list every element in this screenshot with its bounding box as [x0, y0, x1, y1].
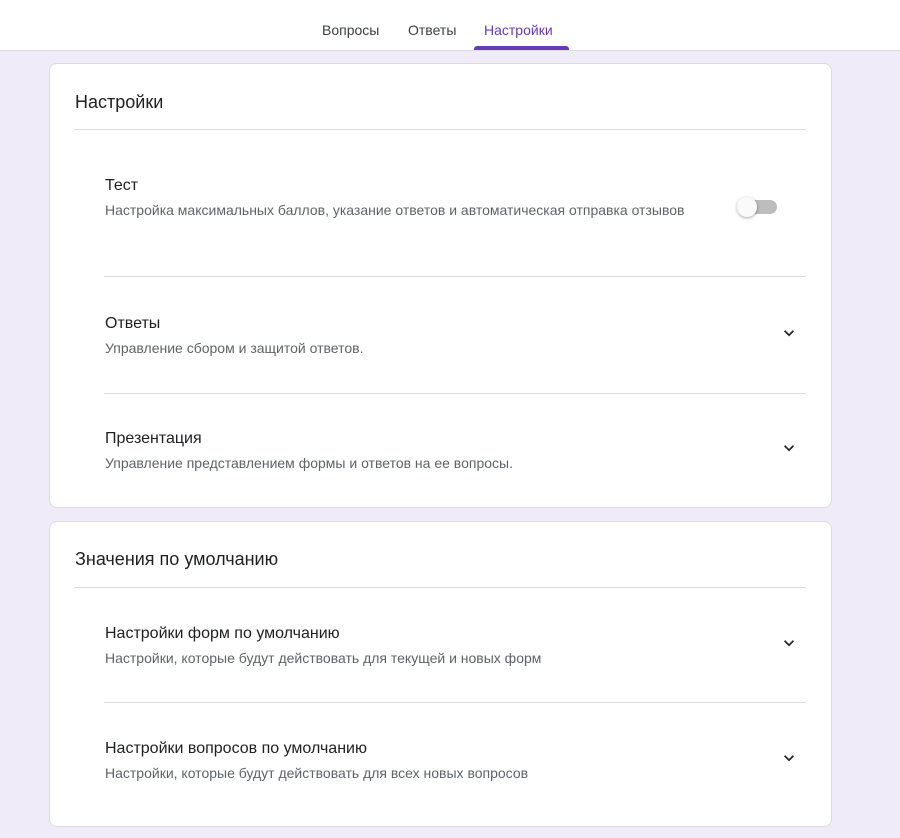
- item-title: Презентация: [105, 430, 202, 447]
- item-desc: Настройка максимальных баллов, указание ответов и автоматическая отправка отзывов: [105, 202, 685, 218]
- divider: [104, 702, 806, 703]
- setting-presentation[interactable]: [105, 429, 806, 473]
- item-title: Настройки форм по умолчанию: [105, 625, 340, 642]
- divider: [104, 276, 806, 277]
- chevron-down-icon[interactable]: [779, 633, 799, 653]
- card-title: Настройки: [75, 92, 164, 112]
- item-desc: Управление представлением формы и ответов на ее вопросы.: [105, 455, 513, 471]
- divider: [74, 587, 806, 588]
- item-desc: Управление сбором и защитой ответов.: [105, 340, 364, 356]
- chevron-down-icon[interactable]: [779, 438, 799, 458]
- setting-responses[interactable]: [105, 314, 806, 358]
- divider: [74, 129, 806, 130]
- top-tab-bar: [0, 0, 900, 51]
- item-title: Тест: [105, 177, 139, 194]
- chevron-down-icon[interactable]: [779, 748, 799, 768]
- item-desc: Настройки, которые будут действовать для всех новых вопросов: [105, 765, 529, 781]
- tab-settings[interactable]: Настройки: [484, 22, 553, 38]
- divider: [104, 393, 806, 394]
- item-title: Настройки вопросов по умолчанию: [105, 740, 367, 757]
- defaults-card: [49, 521, 832, 827]
- quiz-toggle[interactable]: [741, 200, 777, 214]
- setting-quiz: [105, 176, 806, 220]
- toggle-knob: [737, 197, 757, 217]
- chevron-down-icon[interactable]: [779, 323, 799, 343]
- active-tab-indicator: [474, 46, 569, 50]
- settings-card: [49, 63, 832, 508]
- tab-questions[interactable]: Вопросы: [322, 22, 380, 38]
- item-desc: Настройки, которые будут действовать для текущей и новых форм: [105, 650, 542, 666]
- setting-question-defaults[interactable]: [105, 739, 806, 783]
- card-title: Значения по умолчанию: [75, 549, 279, 569]
- setting-form-defaults[interactable]: [105, 624, 806, 668]
- tab-responses[interactable]: Ответы: [408, 22, 457, 38]
- item-title: Ответы: [105, 315, 161, 332]
